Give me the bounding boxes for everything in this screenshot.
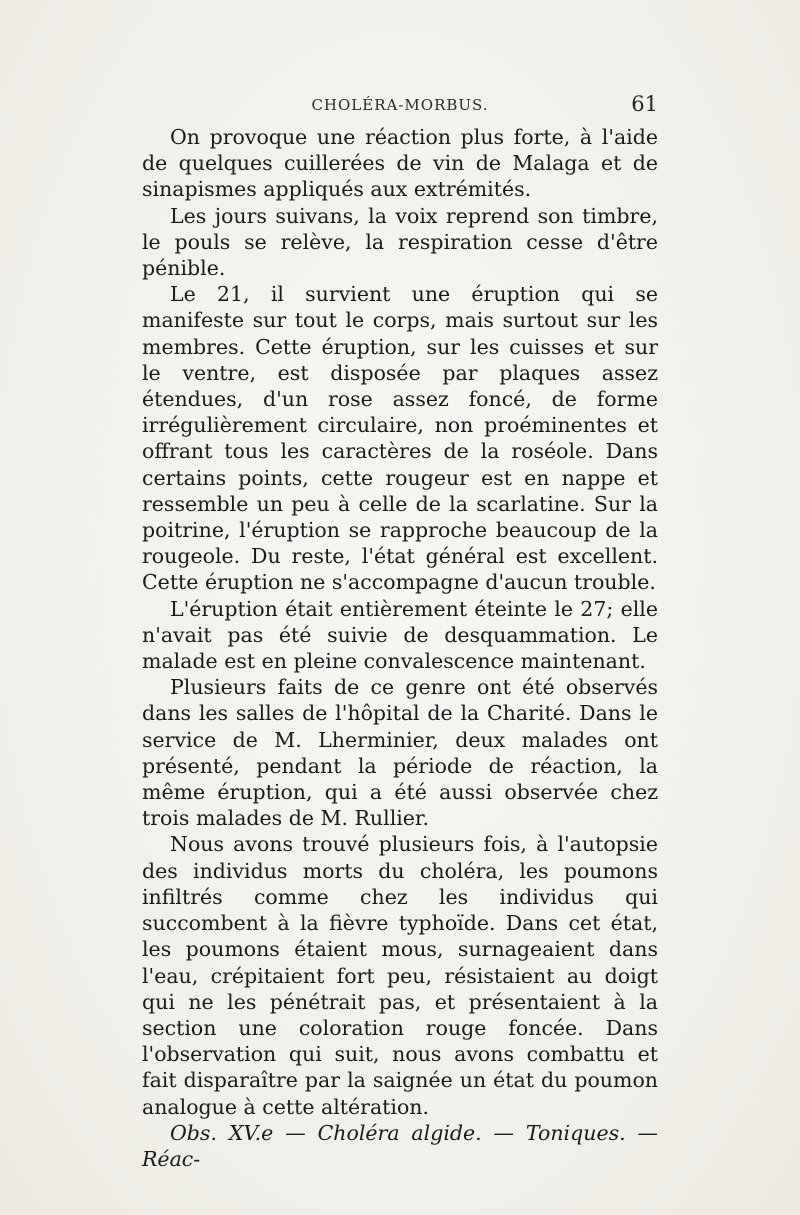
paragraph: L'éruption était entièrement éteinte le 27; elle n'avait pas été suivie de desquammation. Le malade est en pleine convalescence maintenant. [142,596,658,674]
paragraph: On provoque une réaction plus forte, à l'aide de quelques cuillerées de vin de Malaga et de sinapismes appliqués aux extrémités. [142,125,658,202]
page-number: 61 [631,92,658,116]
paragraph: Plusieurs faits de ce genre ont été observés dans les salles de l'hôpital de la Charité. Dans le service de M. Lherminier, deux malades ont présenté, pendant la période de réaction, la même éruption, qui a été aussi observée chez trois malades de M. Rullier. [142,675,658,831]
paragraph: Nous avons trouvé plusieurs fois, à l'autopsie des individus morts du choléra, les poumons infiltrés comme chez les individus qui succombent à la fièvre typhoïde. Dans cet état, les poumons étaient mous, surnageaient dans l'eau, crépitaient fort peu, résistaient au doigt qui ne les pénétrait pas, et présentaient à la section une coloration rouge foncée. Dans l'observation qui suit, nous avons combattu et fait disparaître par la saignée un état du poumon analogue à cette altération. [142,832,658,1119]
paragraph: Le 21, il survient une éruption qui se manifeste sur tout le corps, mais surtout sur les membres. Cette éruption, sur les cuisses et sur le ventre, est disposée par plaques assez étendues, d'un rose assez foncé, de forme irrégulièrement circulaire, non proéminentes et offrant tous les caractères de la roséole. Dans certains points, cette rougeur est en nappe et ressemble un peu à celle de la scarlatine. Sur la poitrine, l'éruption se rapproche beaucoup de la rougeole. Du reste, l'état général est excellent. Cette éruption ne s'accompagne d'aucun trouble. [142,282,658,595]
page-header [142,92,658,122]
body-text [142,124,658,1172]
running-title: CHOLÉRA-MORBUS. [311,96,489,114]
observation-heading: Obs. XV.e — Choléra algide. — Toniques. — Réac- [142,1120,658,1171]
paragraph: Les jours suivans, la voix reprend son timbre, le pouls se relève, la respiration cesse d'être pénible. [142,203,658,281]
